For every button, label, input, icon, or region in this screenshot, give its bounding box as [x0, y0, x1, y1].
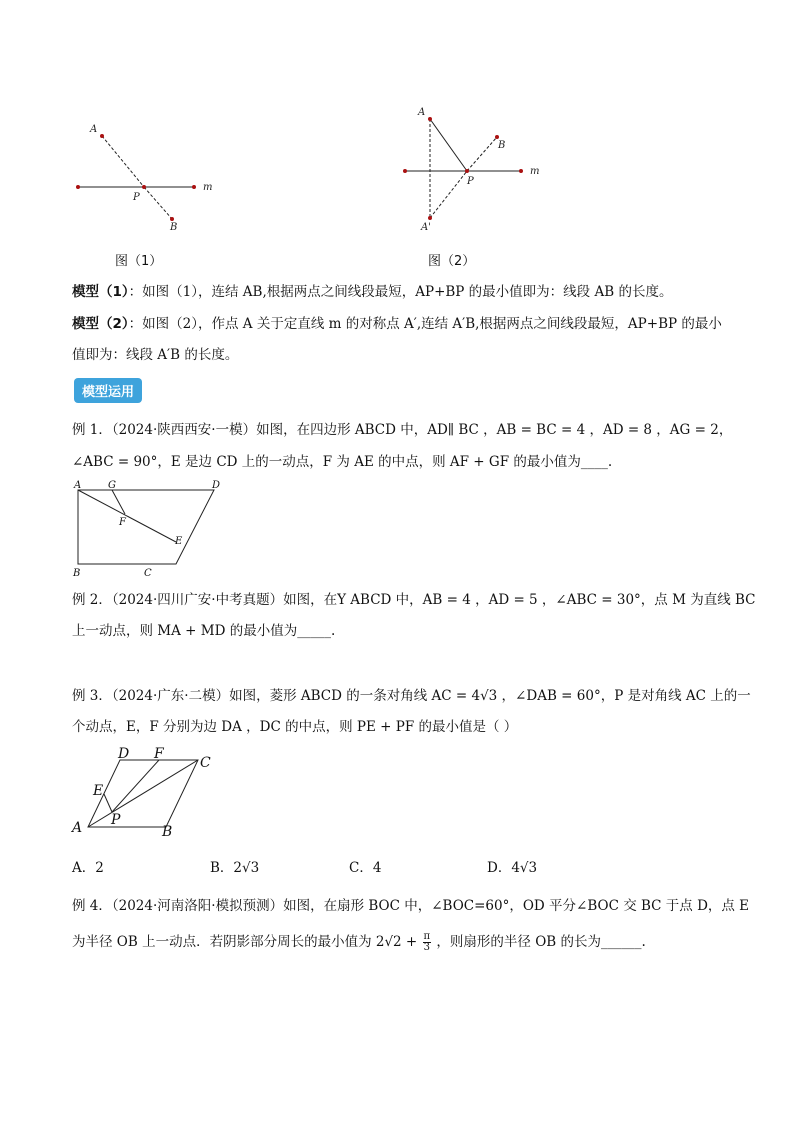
example-4-line2-end: ，则扇形的半径 OB 的长为______.: [436, 934, 646, 950]
point-right-end: [519, 169, 523, 173]
segment-AP: [102, 136, 144, 187]
label-A: A: [72, 820, 83, 836]
example-2-line1: 例 2．（2024·四川广安·中考真题）如图，在Y ABCD 中，AB = 4 ，AD = 5 ，∠ABC = 30°，点 M 为直线 BC: [72, 592, 756, 608]
model-2-paragraph: [72, 314, 722, 334]
label-C: C: [200, 755, 211, 771]
label-m: m: [530, 166, 540, 177]
point-A: [100, 134, 104, 138]
label-C: C: [144, 568, 152, 579]
label-B: B: [162, 824, 173, 840]
model-2-title: 模型（2）: [72, 316, 129, 332]
label-P: P: [133, 192, 140, 203]
fraction-numerator: π: [423, 931, 431, 942]
example-1-figure: [70, 478, 230, 580]
point-A1: [428, 216, 432, 220]
label-A: A: [74, 480, 82, 491]
point-P: [142, 185, 146, 189]
label-B: B: [73, 568, 81, 579]
label-P: P: [111, 812, 121, 828]
figure-2: [395, 100, 555, 235]
segment-AP: [430, 119, 467, 171]
label-A1: A': [421, 222, 431, 233]
example-4-line1: 例 4．（2024·河南洛阳·模拟预测）如图，在扇形 BOC 中，∠BOC=60°，OD 平分∠BOC 交 BC 于点 D，点 E: [72, 898, 750, 914]
segment-A1P: [430, 171, 467, 218]
model-1-paragraph: [72, 282, 672, 302]
segment-PB: [467, 137, 497, 171]
pi-over-3-fraction: [423, 932, 432, 953]
point-left-end: [403, 169, 407, 173]
model-2-text-line1: ：如图（2），作点 A 关于定直线 m 的对称点 A′,连结 A′B,根据两点之间线段最短，AP+BP 的最小: [128, 316, 722, 332]
label-D: D: [118, 746, 130, 762]
example-1-line2: ∠ABC = 90°，E 是边 CD 上的一动点，F 为 AE 的中点，则 AF + GF 的最小值为____.: [72, 454, 613, 470]
model-2-text-line2: 值即为：线段 A′B 的长度。: [72, 347, 239, 363]
example-2-line2: 上一动点，则 MA + MD 的最小值为_____.: [72, 623, 336, 639]
figure-1: [60, 112, 230, 237]
segment-GF: [112, 490, 125, 514]
label-F: F: [154, 746, 164, 762]
example-3-option-c: C．4: [349, 860, 382, 876]
label-F: F: [119, 517, 126, 528]
example-4-line2-start: 为半径 OB 上一动点．若阴影部分周长的最小值为 2√2 +: [72, 934, 418, 950]
example-1-line1: 例 1．（2024·陕西西安·一模）如图，在四边形 ABCD 中，AD∥ BC ，AB = BC = 4 ，AD = 8 ，AG = 2，: [72, 422, 733, 438]
example-3-line2: 个动点，E，F 分别为边 DA ，DC 的中点，则 PE + PF 的最小值是（ ）: [72, 719, 518, 735]
label-D: D: [212, 480, 221, 491]
figure-2-caption: 图（2）: [428, 254, 476, 269]
segment-PF: [112, 760, 159, 812]
label-A: A: [418, 107, 426, 118]
label-m: m: [203, 182, 213, 193]
section-badge: 模型运用: [74, 378, 142, 403]
label-B: B: [170, 222, 178, 233]
label-G: G: [108, 480, 116, 491]
point-P: [465, 169, 469, 173]
segment-PB: [144, 187, 172, 219]
point-left-end: [76, 185, 80, 189]
point-A: [428, 117, 432, 121]
point-B: [495, 135, 499, 139]
example-3-option-b: B．2√3: [210, 860, 260, 876]
example-3-option-a: A．2: [72, 860, 104, 876]
segment-EP: [104, 794, 112, 812]
example-3-option-d: D．4√3: [487, 860, 538, 876]
point-B: [170, 217, 174, 221]
label-B: B: [498, 140, 506, 151]
example-3-figure: [68, 742, 228, 842]
label-E: E: [175, 536, 183, 547]
fraction-denominator: 3: [423, 942, 431, 953]
example-4-line2: [72, 932, 646, 953]
label-P: P: [467, 176, 474, 187]
model-1-title: 模型（1）: [72, 284, 129, 300]
figure-1-caption: 图（1）: [115, 254, 163, 269]
point-right-end: [192, 185, 196, 189]
model-1-text: ：如图（1），连结 AB,根据两点之间线段最短，AP+BP 的最小值即为：线段 AB 的长度。: [128, 284, 673, 300]
label-E: E: [93, 783, 104, 799]
example-3-line1: 例 3．（2024·广东·二模）如图，菱形 ABCD 的一条对角线 AC = 4√3 ，∠DAB = 60°，P 是对角线 AC 上的一: [72, 688, 751, 704]
segment-AE: [78, 490, 176, 542]
label-A: A: [90, 124, 98, 135]
